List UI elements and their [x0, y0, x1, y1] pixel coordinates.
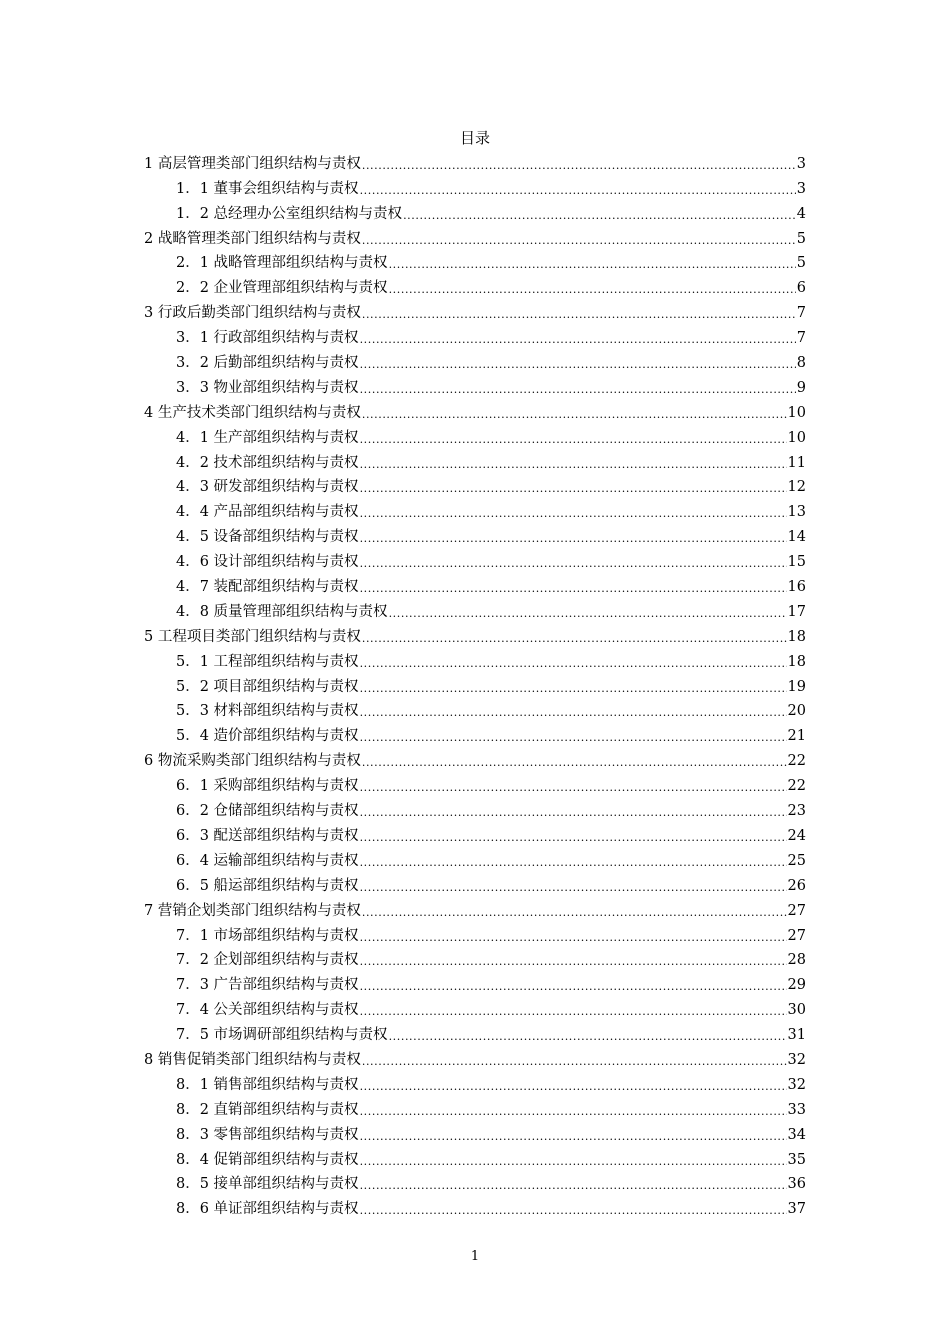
- toc-dot-leader: [362, 756, 787, 770]
- toc-entry-title: 7．1 市场部组织结构与责权: [176, 927, 359, 944]
- toc-dot-leader: [360, 931, 787, 945]
- toc-entry-page-number: 8: [796, 355, 806, 372]
- toc-section-entry[interactable]: [0, 698, 950, 723]
- toc-dot-leader: [360, 184, 796, 198]
- toc-entry-title: 8．2 直销部组织结构与责权: [176, 1101, 359, 1118]
- toc-entry-title: 6．2 仓储部组织结构与责权: [176, 803, 359, 820]
- toc-section-entry[interactable]: [0, 200, 950, 225]
- toc-section-entry[interactable]: [0, 1096, 950, 1121]
- toc-entry-title: 4．4 产品部组织结构与责权: [176, 504, 359, 521]
- toc-entry-title: 7．3 广告部组织结构与责权: [176, 977, 359, 994]
- toc-entry-page-number: 15: [787, 554, 806, 571]
- toc-dot-leader: [403, 209, 796, 223]
- toc-section-entry[interactable]: [0, 598, 950, 623]
- toc-entry-title: 3．3 物业部组织结构与责权: [176, 379, 359, 396]
- toc-dot-leader: [360, 856, 787, 870]
- toc-section-entry[interactable]: [0, 349, 950, 374]
- toc-dot-leader: [360, 383, 796, 397]
- toc-entry-page-number: 5: [796, 230, 806, 247]
- toc-dot-leader: [360, 781, 787, 795]
- toc-dot-leader: [360, 1155, 787, 1169]
- toc-dot-leader: [360, 806, 787, 820]
- toc-dot-leader: [362, 632, 787, 646]
- toc-entry-page-number: 14: [787, 529, 806, 546]
- toc-entry-title: 1 高层管理类部门组织结构与责权: [144, 155, 361, 172]
- toc-dot-leader: [360, 682, 787, 696]
- toc-section-entry[interactable]: [0, 996, 950, 1021]
- toc-entry-page-number: 7: [796, 330, 806, 347]
- toc-entry-page-number: 13: [787, 504, 806, 521]
- toc-dot-leader: [362, 1055, 787, 1069]
- toc-dot-leader: [362, 906, 787, 920]
- toc-dot-leader: [362, 159, 796, 173]
- toc-entry-title: 1．2 总经理办公室组织结构与责权: [176, 205, 403, 222]
- toc-entry-page-number: 23: [787, 803, 806, 820]
- toc-entry-title: 6．4 运输部组织结构与责权: [176, 852, 359, 869]
- toc-entry-page-number: 27: [787, 927, 806, 944]
- toc-entry-title: 3 行政后勤类部门组织结构与责权: [144, 305, 361, 322]
- toc-section-entry[interactable]: [0, 449, 950, 474]
- toc-entry-title: 5．4 造价部组织结构与责权: [176, 728, 359, 745]
- footer-page-number: 1: [470, 1249, 480, 1264]
- page-title: 目录: [459, 129, 490, 147]
- toc-dot-leader: [360, 1105, 787, 1119]
- toc-entry-title: 8 销售促销类部门组织结构与责权: [144, 1051, 361, 1068]
- toc-section-entry[interactable]: [0, 175, 950, 200]
- toc-entry-page-number: 22: [787, 778, 806, 795]
- toc-entry-page-number: 18: [787, 628, 806, 645]
- toc-dot-leader: [360, 532, 787, 546]
- toc-entry-title: 8．3 零售部组织结构与责权: [176, 1126, 359, 1143]
- toc-section-entry[interactable]: [0, 573, 950, 598]
- toc-entry-title: 3．1 行政部组织结构与责权: [176, 330, 359, 347]
- toc-entry-title: 5．2 项目部组织结构与责权: [176, 678, 359, 695]
- toc-entry-page-number: 32: [787, 1051, 806, 1068]
- toc-section-entry[interactable]: [0, 922, 950, 947]
- toc-entry-title: 5．3 材料部组织结构与责权: [176, 703, 359, 720]
- toc-dot-leader: [362, 408, 787, 422]
- toc-section-entry[interactable]: [0, 947, 950, 972]
- toc-entry-page-number: 21: [787, 728, 806, 745]
- toc-dot-leader: [360, 582, 787, 596]
- toc-entry-page-number: 4: [796, 205, 806, 222]
- toc-dot-leader: [360, 507, 787, 521]
- toc-entry-page-number: 11: [787, 454, 806, 471]
- toc-chapter-entry[interactable]: [0, 623, 950, 648]
- toc-entry-title: 4．2 技术部组织结构与责权: [176, 454, 359, 471]
- toc-entry-page-number: 19: [787, 678, 806, 695]
- toc-entry-page-number: 20: [787, 703, 806, 720]
- toc-section-entry[interactable]: [0, 1071, 950, 1096]
- toc-section-entry[interactable]: [0, 324, 950, 349]
- toc-dot-leader: [360, 482, 787, 496]
- toc-section-entry[interactable]: [0, 797, 950, 822]
- toc-dot-leader: [360, 1130, 787, 1144]
- toc-section-entry[interactable]: [0, 1171, 950, 1196]
- toc-entry-title: 8．5 接单部组织结构与责权: [176, 1176, 359, 1193]
- toc-entry-page-number: 7: [796, 305, 806, 322]
- toc-section-entry[interactable]: [0, 847, 950, 872]
- toc-entry-title: 7 营销企划类部门组织结构与责权: [144, 902, 361, 919]
- toc-dot-leader: [360, 1005, 787, 1019]
- toc-section-entry[interactable]: [0, 1146, 950, 1171]
- table-of-contents: [0, 150, 950, 1220]
- toc-dot-leader: [360, 358, 796, 372]
- toc-dot-leader: [360, 657, 787, 671]
- toc-entry-page-number: 28: [787, 952, 806, 969]
- toc-entry-title: 3．2 后勤部组织结构与责权: [176, 355, 359, 372]
- toc-dot-leader: [360, 980, 787, 994]
- toc-entry-page-number: 32: [787, 1076, 806, 1093]
- toc-section-entry[interactable]: [0, 822, 950, 847]
- toc-entry-title: 2．1 战略管理部组织结构与责权: [176, 255, 388, 272]
- toc-entry-title: 5．1 工程部组织结构与责权: [176, 653, 359, 670]
- toc-entry-title: 8．4 促销部组织结构与责权: [176, 1151, 359, 1168]
- toc-entry-page-number: 26: [787, 877, 806, 894]
- toc-section-entry[interactable]: [0, 872, 950, 897]
- toc-section-entry[interactable]: [0, 523, 950, 548]
- toc-chapter-entry[interactable]: [0, 897, 950, 922]
- toc-entry-title: 4 生产技术类部门组织结构与责权: [144, 404, 361, 421]
- toc-entry-title: 6．1 采购部组织结构与责权: [176, 778, 359, 795]
- toc-chapter-entry[interactable]: [0, 225, 950, 250]
- toc-dot-leader: [360, 433, 787, 447]
- toc-entry-page-number: 10: [787, 404, 806, 421]
- toc-entry-page-number: 12: [787, 479, 806, 496]
- toc-entry-page-number: 31: [787, 1027, 806, 1044]
- toc-dot-leader: [360, 333, 796, 347]
- toc-section-entry[interactable]: [0, 498, 950, 523]
- toc-dot-leader: [360, 557, 787, 571]
- toc-section-entry[interactable]: [0, 548, 950, 573]
- toc-entry-title: 4．3 研发部组织结构与责权: [176, 479, 359, 496]
- toc-dot-leader: [389, 607, 787, 621]
- toc-entry-title: 7．4 公关部组织结构与责权: [176, 1002, 359, 1019]
- toc-dot-leader: [360, 881, 787, 895]
- toc-entry-page-number: 35: [787, 1151, 806, 1168]
- toc-dot-leader: [362, 308, 796, 322]
- toc-dot-leader: [360, 731, 787, 745]
- toc-entry-title: 4．7 装配部组织结构与责权: [176, 579, 359, 596]
- toc-entry-page-number: 9: [796, 379, 806, 396]
- toc-section-entry[interactable]: [0, 971, 950, 996]
- toc-dot-leader: [362, 234, 796, 248]
- toc-entry-page-number: 3: [796, 155, 806, 172]
- toc-chapter-entry[interactable]: [0, 1046, 950, 1071]
- toc-entry-page-number: 10: [787, 429, 806, 446]
- toc-entry-page-number: 37: [787, 1201, 806, 1218]
- toc-entry-title: 7．2 企划部组织结构与责权: [176, 952, 359, 969]
- toc-section-entry[interactable]: [0, 374, 950, 399]
- toc-entry-title: 4．5 设备部组织结构与责权: [176, 529, 359, 546]
- toc-dot-leader: [389, 258, 796, 272]
- toc-entry-page-number: 30: [787, 1002, 806, 1019]
- toc-entry-page-number: 16: [787, 579, 806, 596]
- toc-entry-title: 8．6 单证部组织结构与责权: [176, 1201, 359, 1218]
- toc-section-entry[interactable]: [0, 648, 950, 673]
- toc-entry-title: 4．6 设计部组织结构与责权: [176, 554, 359, 571]
- toc-entry-title: 7．5 市场调研部组织结构与责权: [176, 1027, 388, 1044]
- toc-entry-title: 8．1 销售部组织结构与责权: [176, 1076, 359, 1093]
- toc-entry-title: 1．1 董事会组织结构与责权: [176, 180, 359, 197]
- toc-dot-leader: [360, 831, 787, 845]
- toc-section-entry[interactable]: [0, 673, 950, 698]
- toc-entry-page-number: 6: [796, 280, 806, 297]
- toc-entry-title: 6．3 配送部组织结构与责权: [176, 827, 359, 844]
- toc-dot-leader: [360, 955, 787, 969]
- toc-entry-page-number: 27: [787, 902, 806, 919]
- toc-section-entry[interactable]: [0, 722, 950, 747]
- toc-chapter-entry[interactable]: [0, 747, 950, 772]
- toc-dot-leader: [389, 283, 796, 297]
- toc-dot-leader: [360, 706, 787, 720]
- toc-dot-leader: [360, 458, 787, 472]
- toc-dot-leader: [389, 1030, 787, 1044]
- toc-entry-title: 6．5 船运部组织结构与责权: [176, 877, 359, 894]
- toc-entry-title: 2．2 企业管理部组织结构与责权: [176, 280, 388, 297]
- toc-section-entry[interactable]: [0, 250, 950, 275]
- toc-entry-page-number: 36: [787, 1176, 806, 1193]
- toc-chapter-entry[interactable]: [0, 150, 950, 175]
- toc-section-entry[interactable]: [0, 1021, 950, 1046]
- toc-entry-title: 5 工程项目类部门组织结构与责权: [144, 628, 361, 645]
- toc-entry-page-number: 17: [787, 603, 806, 620]
- toc-entry-page-number: 25: [787, 852, 806, 869]
- toc-section-entry[interactable]: [0, 1195, 950, 1220]
- toc-dot-leader: [360, 1179, 787, 1193]
- toc-section-entry[interactable]: [0, 772, 950, 797]
- toc-entry-title: 6 物流采购类部门组织结构与责权: [144, 753, 361, 770]
- toc-dot-leader: [360, 1204, 787, 1218]
- toc-entry-page-number: 5: [796, 255, 806, 272]
- toc-entry-title: 4．1 生产部组织结构与责权: [176, 429, 359, 446]
- toc-dot-leader: [360, 1080, 787, 1094]
- toc-section-entry[interactable]: [0, 274, 950, 299]
- toc-section-entry[interactable]: [0, 474, 950, 499]
- toc-entry-page-number: 22: [787, 753, 806, 770]
- toc-entry-page-number: 33: [787, 1101, 806, 1118]
- toc-entry-title: 4．8 质量管理部组织结构与责权: [176, 603, 388, 620]
- toc-section-entry[interactable]: [0, 424, 950, 449]
- toc-entry-page-number: 18: [787, 653, 806, 670]
- toc-chapter-entry[interactable]: [0, 299, 950, 324]
- toc-entry-page-number: 29: [787, 977, 806, 994]
- toc-chapter-entry[interactable]: [0, 399, 950, 424]
- toc-entry-page-number: 24: [787, 827, 806, 844]
- toc-section-entry[interactable]: [0, 1121, 950, 1146]
- toc-entry-page-number: 3: [796, 180, 806, 197]
- toc-entry-page-number: 34: [787, 1126, 806, 1143]
- toc-entry-title: 2 战略管理类部门组织结构与责权: [144, 230, 361, 247]
